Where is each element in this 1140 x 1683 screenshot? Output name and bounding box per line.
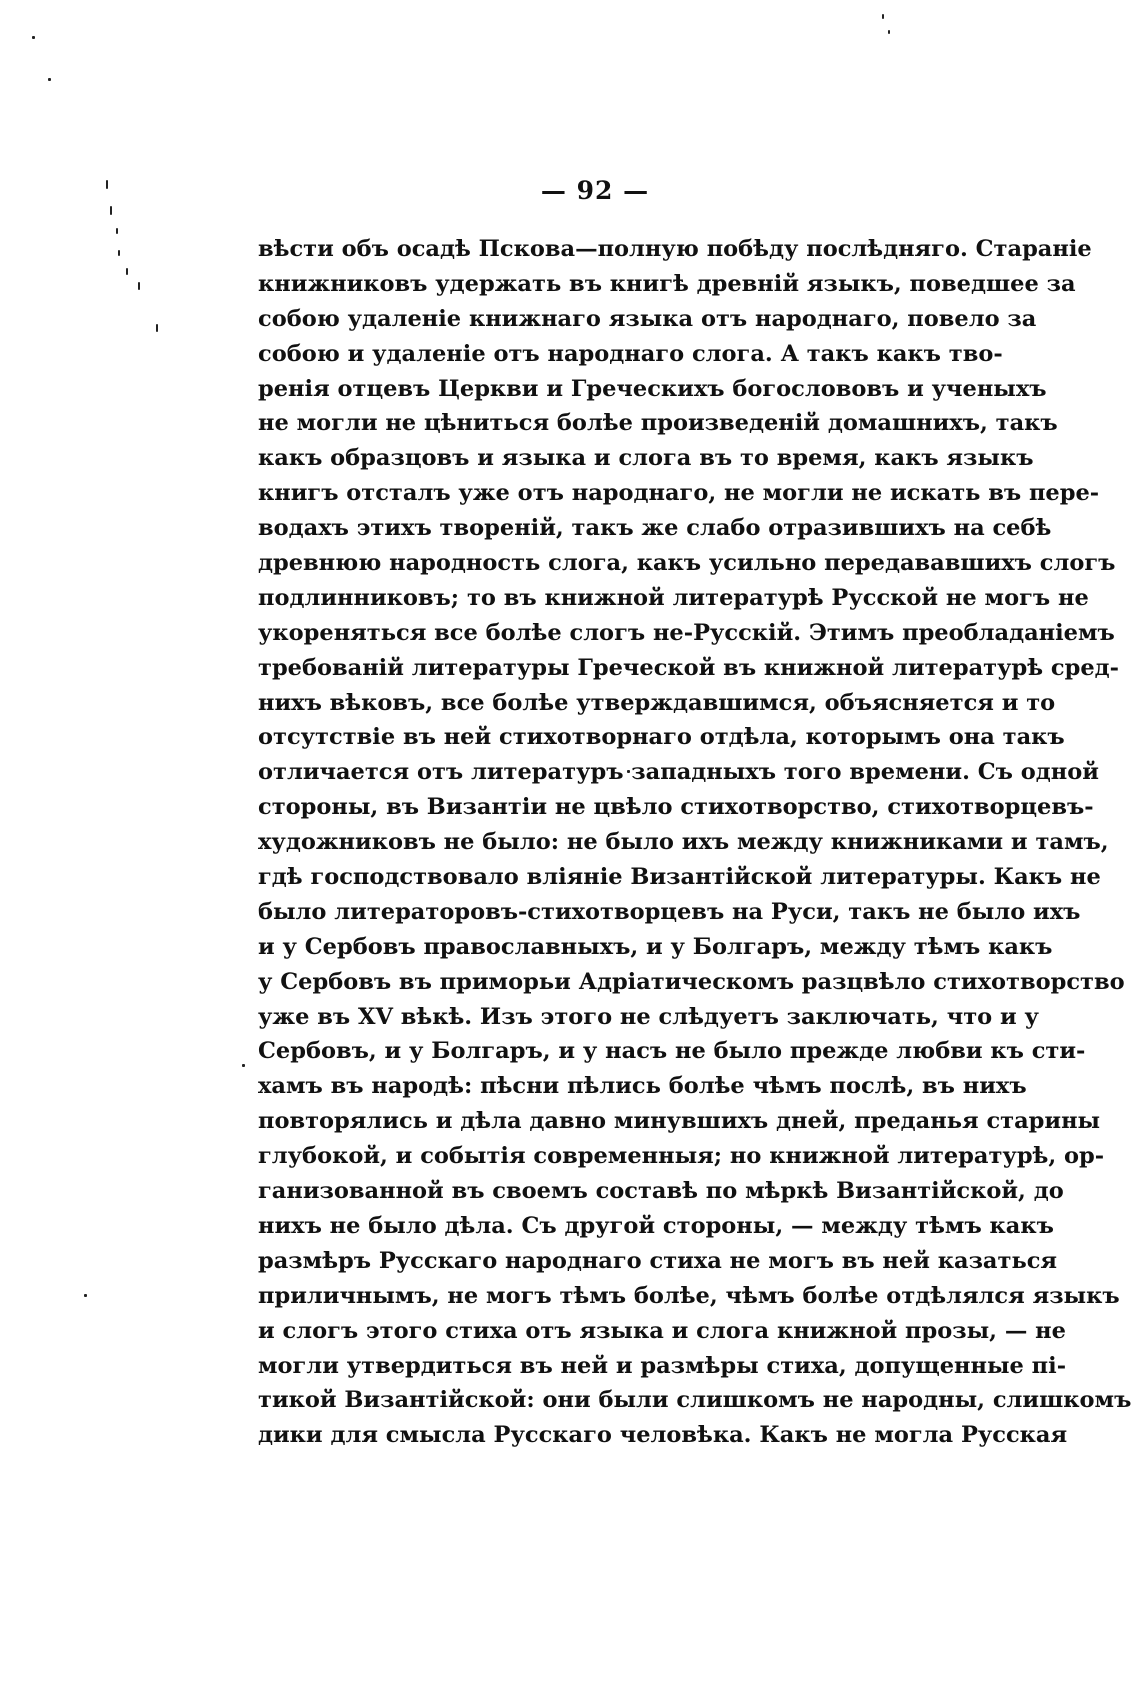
text-line: хамъ въ народѣ: пѣсни пѣлись болѣе чѣмъ послѣ, въ нихъ bbox=[258, 1073, 1027, 1100]
text-line: могли утвердиться въ ней и размѣры стиха, допущенные пі- bbox=[258, 1352, 1067, 1379]
text-line: и у Сербовъ православныхъ, и у Болгаръ, между тѣмъ какъ bbox=[258, 933, 1053, 960]
text-line: ренія отцевъ Церкви и Греческихъ богослововъ и ученыхъ bbox=[258, 375, 1047, 402]
scan-mark bbox=[138, 282, 140, 290]
text-line: отличается отъ литературъ западныхъ того времени. Съ одной bbox=[258, 759, 1099, 786]
text-line: книгъ отсталъ уже отъ народнаго, не могли не искать въ пере- bbox=[258, 480, 1100, 507]
text-line: гдѣ господствовало вліяніе Византійской литературы. Какъ не bbox=[258, 864, 1101, 891]
text-line: какъ образцовъ и языка и слога въ то время, какъ языкъ bbox=[258, 445, 1034, 472]
text-line: древнюю народность слога, какъ усильно передававшихъ слогъ bbox=[258, 550, 1116, 577]
page-number: — 92 — bbox=[540, 176, 650, 205]
text-line: собою удаленіе книжнаго языка отъ народнаго, повело за bbox=[258, 305, 1037, 332]
text-line: вѣсти объ осадѣ Пскова—полную побѣду послѣдняго. Стараніе bbox=[258, 236, 1092, 262]
scan-mark bbox=[48, 78, 51, 81]
body-text bbox=[258, 232, 1132, 1453]
scan-mark bbox=[118, 250, 120, 256]
scan-mark bbox=[242, 1064, 245, 1067]
text-line: подлинниковъ; то въ книжной литературѣ Русской не могъ не bbox=[258, 584, 1089, 611]
text-line: водахъ этихъ твореній, такъ же слабо отразившихъ на себѣ bbox=[258, 515, 1052, 542]
text-line: повторялись и дѣла давно минувшихъ дней, преданья старины bbox=[258, 1108, 1101, 1135]
text-line: дики для смысла Русскаго человѣка. Какъ не могла Русская bbox=[258, 1422, 1068, 1449]
text-line: было литераторовъ-стихотворцевъ на Руси, такъ не было ихъ bbox=[258, 898, 1081, 925]
scan-mark bbox=[126, 268, 128, 275]
text-line: у Сербовъ въ приморьи Адріатическомъ разцвѣло стихотворство bbox=[258, 968, 1125, 995]
text-line: стороны, въ Византіи не цвѣло стихотворство, стихотворцевъ- bbox=[258, 794, 1094, 821]
text-line: тикой Византійской: они были слишкомъ не народны, слишкомъ bbox=[258, 1387, 1132, 1414]
text-line: ганизованной въ своемъ составѣ по мѣркѣ Византійской, до bbox=[258, 1178, 1064, 1205]
text-line: отсутствіе въ ней стихотворнаго отдѣла, которымъ она такъ bbox=[258, 724, 1065, 751]
text-line: не могли не цѣниться болѣе произведеній домашнихъ, такъ bbox=[258, 410, 1058, 437]
text-line: собою и удаленіе отъ народнаго слога. А такъ какъ тво- bbox=[258, 340, 1003, 367]
scan-mark bbox=[110, 206, 112, 215]
text-line: глубокой, и событія современныя; но книжной литературѣ, ор- bbox=[258, 1143, 1105, 1170]
text-line: художниковъ не было: не было ихъ между книжниками и тамъ, bbox=[258, 829, 1109, 856]
text-line: требованій литературы Греческой въ книжной литературѣ сред- bbox=[258, 654, 1119, 681]
text-line: уже въ XV вѣкѣ. Изъ этого не слѣдуетъ заключать, что и у bbox=[258, 1003, 1039, 1030]
scan-mark bbox=[882, 14, 884, 19]
scan-mark bbox=[116, 228, 118, 234]
scan-mark bbox=[888, 30, 890, 34]
text-line: нихъ вѣковъ, все болѣе утверждавшимся, объясняется и то bbox=[258, 689, 1056, 716]
scan-mark bbox=[32, 36, 35, 39]
text-line: и слогъ этого стиха отъ языка и слога книжной прозы, — не bbox=[258, 1317, 1066, 1344]
text-line: нихъ не было дѣла. Съ другой стороны, — между тѣмъ какъ bbox=[258, 1212, 1054, 1239]
text-line: приличнымъ, не могъ тѣмъ болѣе, чѣмъ болѣе отдѣлялся языкъ bbox=[258, 1282, 1120, 1309]
text-line: Сербовъ, и у Болгаръ, и у насъ не было прежде любви къ сти- bbox=[258, 1038, 1086, 1065]
text-line: книжниковъ удержать въ книгѣ древній языкъ, поведшее за bbox=[258, 270, 1076, 297]
text-line: размѣръ Русскаго народнаго стиха не могъ въ ней казаться bbox=[258, 1247, 1058, 1274]
scan-mark bbox=[84, 1294, 87, 1297]
text-line: укореняться все болѣе слогъ не-Русскій. Этимъ преобладаніемъ bbox=[258, 619, 1115, 646]
scan-mark bbox=[156, 324, 158, 332]
